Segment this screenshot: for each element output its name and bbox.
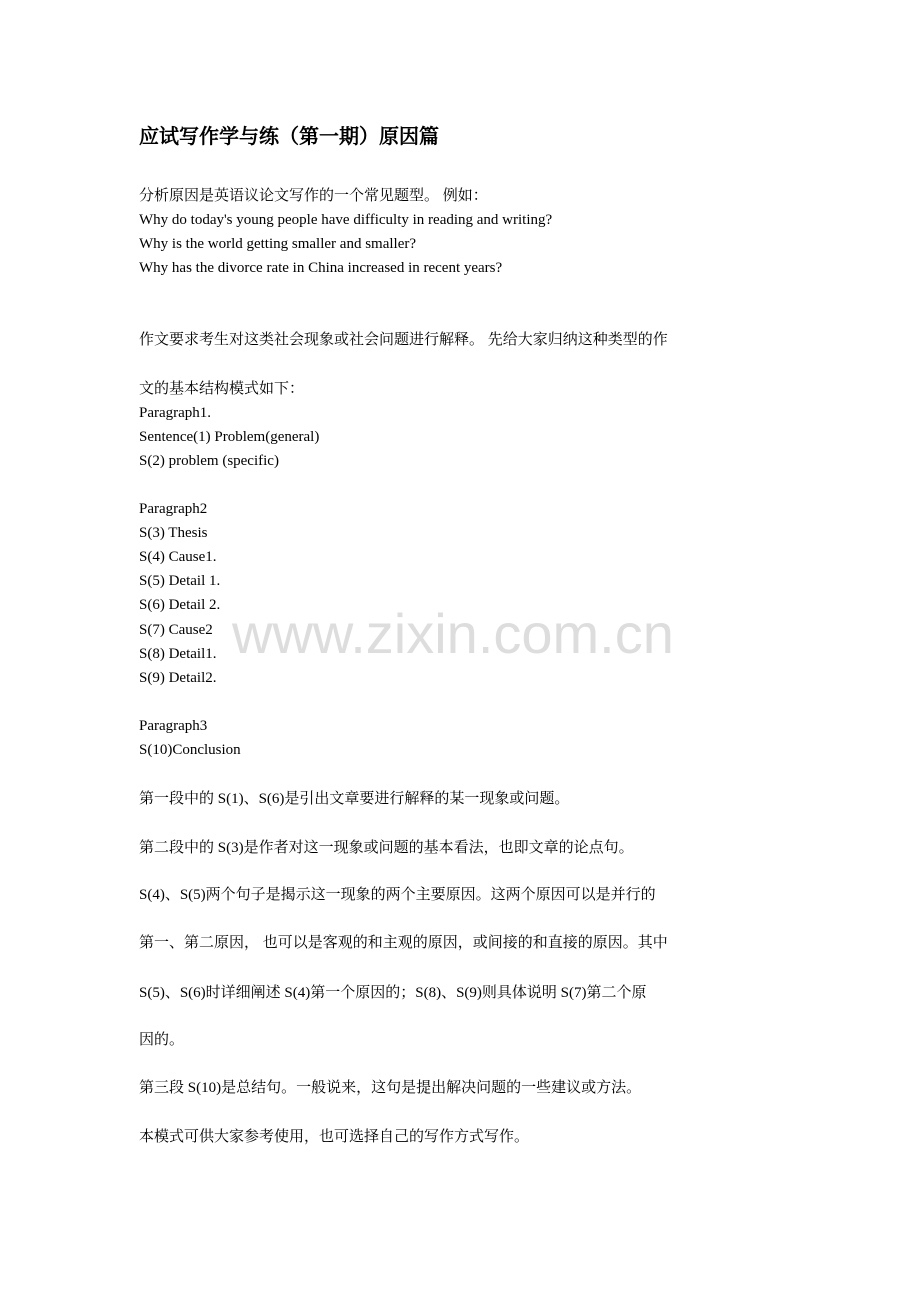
- structure-item: S(10)Conclusion: [139, 742, 241, 758]
- structure-item: S(5) Detail 1.: [139, 573, 221, 589]
- example-question: Why has the divorce rate in China increased in recent years?: [139, 260, 503, 276]
- example-question: Why is the world getting smaller and smaller?: [139, 236, 417, 252]
- watermark: www.zixin.com.cn: [232, 602, 674, 665]
- structure-item: S(6) Detail 2.: [139, 597, 221, 613]
- paragraph3-heading: Paragraph3: [139, 718, 208, 734]
- explanation-line: S(5)、S(6)时详细阐述 S(4)第一个原因的；S(8)、S(9)则具体说明 S(7)第二个原: [139, 985, 647, 1001]
- paragraph2-heading: Paragraph2: [139, 501, 208, 517]
- structure-item: S(2) problem (specific): [139, 453, 279, 469]
- structure-item: S(9) Detail2.: [139, 670, 217, 686]
- intro-lead: 分析原因是英语议论文写作的一个常见题型。 例如：: [139, 188, 488, 204]
- explanation-line: 第三段 S(10)是总结句。一般说来，这句是提出解决问题的一些建议或方法。: [139, 1080, 642, 1096]
- structure-item: Sentence(1) Problem(general): [139, 429, 320, 445]
- structure-item: S(8) Detail1.: [139, 646, 217, 662]
- explanation-line: S(4)、S(5)两个句子是揭示这一现象的两个主要原因。这两个原因可以是并行的: [139, 887, 656, 903]
- example-question: Why do today's young people have difficulty in reading and writing?: [139, 212, 553, 228]
- explanation-line: 因的。: [139, 1032, 185, 1048]
- paragraph1-heading: Paragraph1.: [139, 405, 212, 421]
- requirement-line: 作文要求考生对这类社会现象或社会问题进行解释。 先给大家归纳这种类型的作: [139, 332, 668, 348]
- explanation-line: 第二段中的 S(3)是作者对这一现象或问题的基本看法，也即文章的论点句。: [139, 840, 634, 856]
- explanation-line: 本模式可供大家参考使用，也可选择自己的写作方式写作。: [139, 1129, 530, 1145]
- requirement-line: 文的基本结构模式如下：: [139, 381, 305, 397]
- explanation-line: 第一、第二原因， 也可以是客观的和主观的原因，或间接的和直接的原因。其中: [139, 935, 668, 951]
- document-title: 应试写作学与练（第一期）原因篇: [139, 126, 439, 148]
- structure-item: S(4) Cause1.: [139, 549, 217, 565]
- explanation-line: 第一段中的 S(1)、S(6)是引出文章要进行解释的某一现象或问题。: [139, 791, 570, 807]
- structure-item: S(7) Cause2: [139, 622, 213, 638]
- structure-item: S(3) Thesis: [139, 525, 208, 541]
